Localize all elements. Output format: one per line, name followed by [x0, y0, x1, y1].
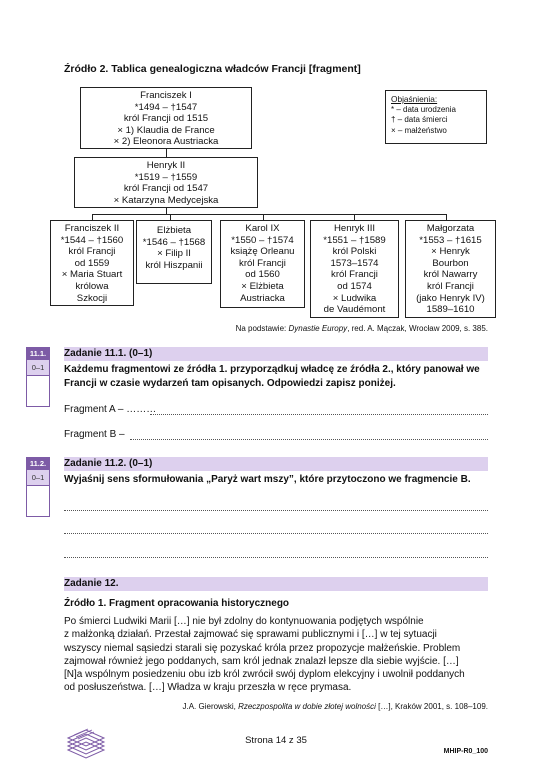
source2-citation	[236, 324, 488, 333]
child-line: Szkocji	[76, 292, 108, 304]
task-points: 0–1	[26, 360, 50, 376]
second-line: × Katarzyna Medycejska	[113, 194, 219, 206]
task-header-band	[64, 577, 488, 591]
task-header: Zadanie 11.1. (0–1)	[64, 348, 153, 359]
citation-author: J.A. Gierowski,	[182, 702, 239, 711]
root-line: × 1) Klaudia de France	[117, 124, 215, 136]
child-line: król Francji	[68, 246, 116, 258]
root-line: król Francji od 1515	[123, 113, 209, 125]
source1-citation	[182, 702, 488, 711]
task-number: 11.1.	[26, 347, 50, 360]
legend-item: † – data śmierci	[391, 115, 448, 124]
genealogy-root-box	[80, 87, 252, 149]
legend-box	[385, 90, 487, 144]
connector-line	[92, 214, 446, 215]
page-number: Strona 14 z 35	[245, 735, 307, 746]
citation-rest: […], Kraków 2001, s. 108–109.	[375, 702, 488, 711]
task-instruction: Każdemu fragmentowi ze źródła 1. przyporządkuj władcę ze źródła 2., który panował we Francji w czasie wydarzeń tam opisanych. Odpowiedzi zapisz poniżej.	[64, 364, 480, 389]
answer-line[interactable]	[130, 439, 488, 440]
child-line: od 1559	[74, 257, 110, 269]
child-line: król Francji	[427, 280, 474, 292]
citation-title: Rzeczpospolita w dobie złotej wolności	[238, 702, 376, 711]
connector-line	[166, 149, 167, 157]
child-line: książę Orleanu	[230, 246, 295, 258]
child-line: *1551 – †1589	[323, 234, 386, 246]
source1-title: Źródło 1. Fragment opracowania historycznego	[64, 598, 290, 609]
task-11-2-tag	[26, 457, 50, 517]
genealogy-child-box	[50, 220, 134, 306]
legend-item: × – małżeństwo	[391, 125, 447, 135]
answer-line[interactable]	[150, 414, 488, 415]
second-line: *1519 – †1559	[134, 171, 198, 183]
root-line: *1494 – †1547	[134, 101, 198, 113]
text-line: wszyscy niemal sąsiedzi starali się pozyskać króla przez propozycje małżeńskie. Problem	[64, 642, 461, 654]
legend-item: * – data urodzenia	[391, 104, 456, 114]
child-line: Elżbieta	[156, 225, 192, 236]
child-line: *1544 – †1560	[60, 234, 124, 246]
genealogy-child-box	[405, 220, 496, 318]
child-line: królowa	[75, 280, 109, 292]
child-line: król Nawarry	[423, 269, 478, 281]
citation-prefix: Na podstawie:	[235, 324, 289, 333]
fragment-b-label: Fragment B –	[64, 429, 125, 440]
child-line: król Francji	[239, 257, 286, 269]
genealogy-child-box	[136, 220, 212, 284]
child-line: × Henryk	[431, 246, 470, 258]
legend-heading: Objaśnienia:	[391, 94, 438, 104]
child-line: × Ludwika	[332, 292, 377, 304]
citation-rest: , red. A. Mączak, Wrocław 2009, s. 385.	[347, 324, 488, 333]
second-line: Henryk II	[146, 160, 186, 171]
child-line: Bourbon	[432, 257, 469, 269]
child-line: de Vaudémont	[323, 304, 386, 316]
child-line: (jako Henryk IV)	[416, 292, 485, 304]
task-11-1-tag	[26, 347, 50, 407]
text-line: zajmował również jego poddanych, sam król jednak znalazł lepsze dla siebie wyjście. […]	[64, 655, 459, 667]
child-line: Karol IX	[245, 223, 280, 234]
root-line: Franciszek I	[140, 90, 192, 101]
child-line: Austriacka	[240, 292, 285, 304]
citation-title: Dynastie Europy	[288, 324, 348, 333]
child-line: Małgorzata	[426, 223, 475, 234]
child-line: od 1574	[337, 280, 372, 292]
child-line: *1546 – †1568	[142, 236, 206, 248]
child-line: 1573–1574	[330, 257, 379, 269]
child-line: Franciszek II	[64, 223, 120, 234]
exam-code: MHIP-R0_100	[443, 748, 488, 755]
task-instruction: Wyjaśnij sens sformułowania „Paryż wart mszy”, które przytoczono we fragmencie B.	[64, 474, 471, 485]
child-line: × Maria Stuart	[61, 269, 123, 281]
child-line: 1589–1610	[426, 304, 475, 316]
score-box[interactable]	[26, 376, 50, 407]
second-line: król Francji od 1547	[123, 183, 209, 195]
child-line: Henryk III	[333, 223, 376, 234]
genealogy-henryk-ii-box	[74, 157, 258, 208]
text-line: z małżonką działań. Przestał zajmować się sprawami publicznymi i […] w tej sytuacji	[64, 629, 437, 641]
fragment-a-label: Fragment A – ………	[64, 404, 157, 415]
text-line: [N]a wspólnym posiedzeniu obu izb król zwrócił swój dyplom elekcyjny i uwolnił poddanych	[64, 669, 465, 681]
child-line: król Francji	[331, 269, 378, 281]
child-line: król Polski	[332, 246, 377, 258]
source2-title: Źródło 2. Tablica genealogiczna władców Francji [fragment]	[64, 63, 361, 75]
task-points: 0–1	[26, 470, 50, 486]
answer-line[interactable]	[64, 557, 488, 558]
task-header: Zadanie 11.2. (0–1)	[64, 458, 153, 469]
child-line: od 1560	[245, 269, 280, 281]
text-line: od posłuszeństwa. […] Władza w kraju przeszła w ręce prymasa.	[64, 682, 352, 694]
root-line: × 2) Eleonora Austriacka	[113, 136, 219, 148]
child-line: × Filip II	[157, 248, 191, 260]
task-number: 11.2.	[26, 457, 50, 470]
genealogy-child-box	[310, 220, 399, 318]
score-box[interactable]	[26, 486, 50, 517]
child-line: *1553 – †1615	[419, 234, 482, 246]
text-line: Po śmierci Ludwiki Marii […] nie był zdolny do kontynuowania podjętych wspólnie	[64, 616, 424, 627]
genealogy-child-box	[220, 220, 305, 308]
answer-line[interactable]	[64, 510, 488, 511]
source1-text	[64, 615, 488, 695]
answer-line[interactable]	[64, 533, 488, 534]
child-line: × Elżbieta	[241, 280, 284, 292]
task-header: Zadanie 12.	[64, 578, 119, 589]
child-line: *1550 – †1574	[231, 234, 294, 246]
child-line: król Hiszpanii	[145, 259, 203, 271]
